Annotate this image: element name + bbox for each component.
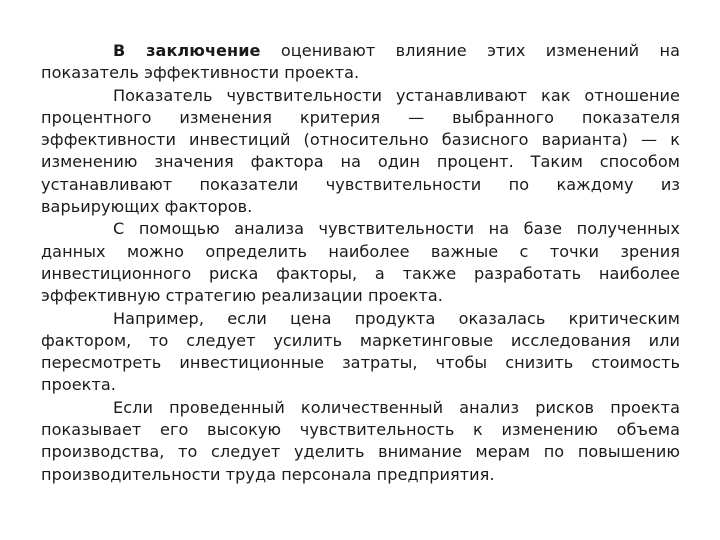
paragraph-sensitivity-definition — [41, 85, 680, 219]
paragraph-text: Например, если цена продукта оказалась критическим фактором, то следует усилить маркетинговые исследования или пересмотреть инвестиционные затраты, чтобы снизить стоимость проекта. — [41, 308, 680, 395]
document-body — [41, 40, 680, 486]
paragraph-text: Если проведенный количественный анализ рисков проекта показывает его высокую чувствительность к изменению объема производства, то следует уделить внимание мерам по повышению производительности труда персонала предприятия. — [41, 397, 680, 484]
paragraph-example — [41, 308, 680, 397]
paragraph-text: Показатель чувствительности устанавливают как отношение процентного изменения критерия — выбранного показателя эффективности инвестиций (относительно базисного варианта) — к изменению значения фактора на один процент. Таким способом устанавливают показатели чувствительности по каждому из варьирующих факторов. — [41, 85, 680, 217]
paragraph-conclusion — [41, 40, 680, 85]
paragraph-sensitivity-analysis — [41, 218, 680, 307]
paragraph-text: оценивают влияние этих изменений на показатель эффективности проекта. — [41, 41, 680, 83]
paragraph-lead-bold: В заключение — [113, 41, 261, 60]
paragraph-risk-analysis — [41, 397, 680, 486]
paragraph-text: С помощью анализа чувствительности на базе полученных данных можно определить наиболее важные с точки зрения инвестиционного риска факторы, а также разработать наиболее эффективную стратегию реализации проекта. — [41, 219, 680, 306]
